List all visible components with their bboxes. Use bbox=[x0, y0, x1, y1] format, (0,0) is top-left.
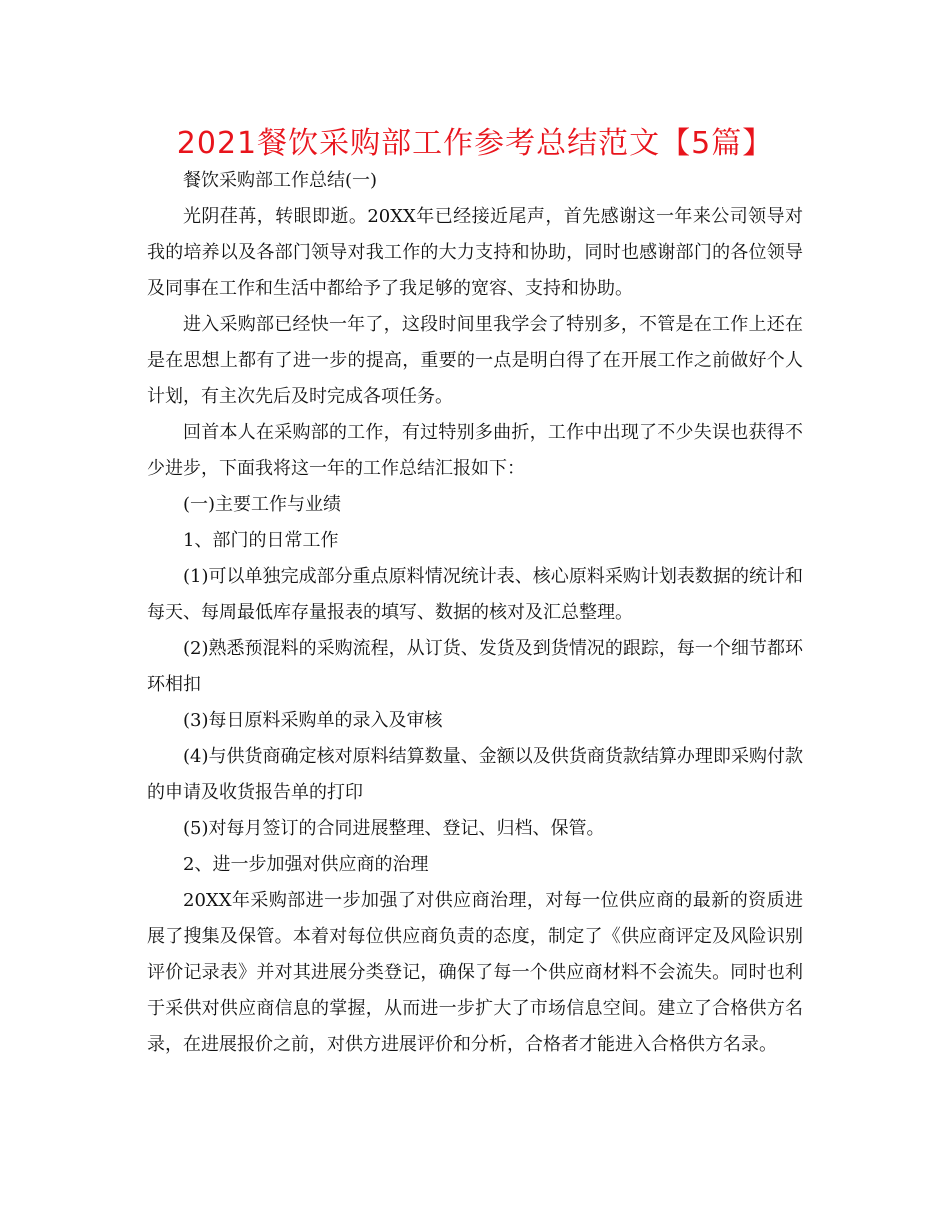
paragraph: 20XX年采购部进一步加强了对供应商治理，对每一位供应商的最新的资质进展了搜集及保管。本着对每位供应商负责的态度，制定了《供应商评定及风险识别评价记录表》并对其进展分类登记，确保了每一个供应商材料不会流失。同时也利于采供对供应商信息的掌握，从而进一步扩大了市场信息空间。建立了合格供方名录，在进展报价之前，对供方进展评价和分析，合格者才能进入合格供方名录。 bbox=[147, 890, 803, 1055]
section-heading: 餐饮采购部工作总结(一) bbox=[183, 170, 378, 191]
sub-heading: 2、进一步加强对供应商的治理 bbox=[183, 854, 429, 875]
list-item: (2)熟悉预混料的采购流程，从订货、发货及到货情况的跟踪，每一个细节都环环相扣 bbox=[147, 638, 803, 695]
list-item: (4)与供货商确定核对原料结算数量、金额以及供货商货款结算办理即采购付款的申请及收货报告单的打印 bbox=[147, 746, 803, 803]
document-title: 2021餐饮采购部工作参考总结范文【5篇】 bbox=[176, 126, 774, 161]
sub-heading: 1、部门的日常工作 bbox=[183, 530, 339, 551]
list-item: (5)对每月签订的合同进展整理、登记、归档、保管。 bbox=[183, 818, 605, 839]
paragraph: 进入采购部已经快一年了，这段时间里我学会了特别多，不管是在工作上还在是在思想上都有了进一步的提高，重要的一点是明白得了在开展工作之前做好个人计划，有主次先后及时完成各项任务。 bbox=[147, 314, 803, 407]
paragraph: 光阴荏苒，转眼即逝。20XX年已经接近尾声，首先感谢这一年来公司领导对我的培养以及各部门领导对我工作的大力支持和协助，同时也感谢部门的各位领导及同事在工作和生活中都给予了我足够的宽容、支持和协助。 bbox=[147, 206, 803, 299]
list-item: (3)每日原料采购单的录入及审核 bbox=[183, 710, 443, 731]
paragraph: 回首本人在采购部的工作，有过特别多曲折，工作中出现了不少失误也获得不少进步，下面我将这一年的工作总结汇报如下： bbox=[147, 422, 803, 479]
list-item: (1)可以单独完成部分重点原料情况统计表、核心原料采购计划表数据的统计和每天、每周最低库存量报表的填写、数据的核对及汇总整理。 bbox=[147, 566, 803, 623]
section-heading: (一)主要工作与业绩 bbox=[183, 494, 342, 515]
document-body bbox=[147, 163, 803, 1063]
